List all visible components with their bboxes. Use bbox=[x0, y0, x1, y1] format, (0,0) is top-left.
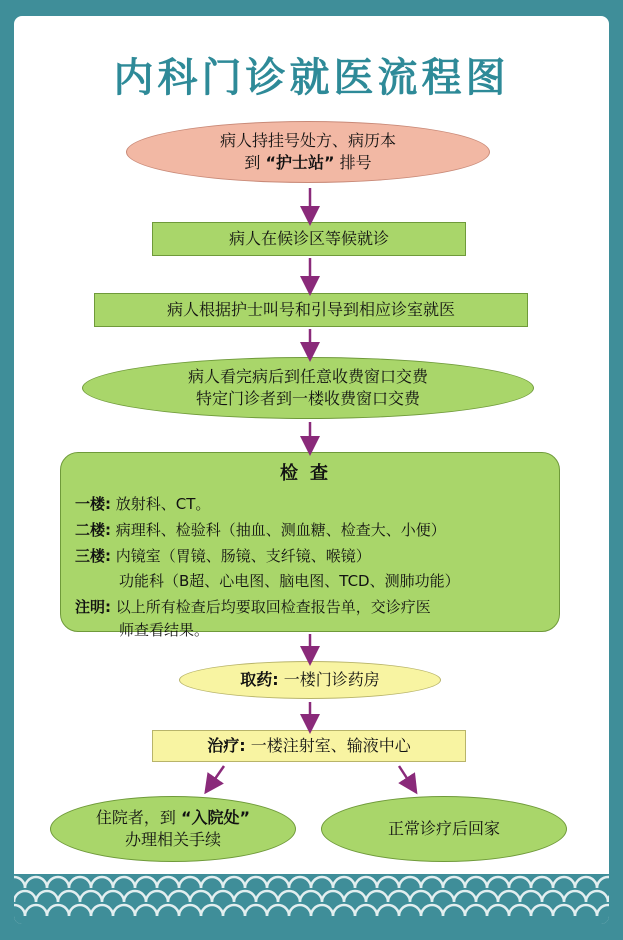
treatment-key: 治疗: bbox=[207, 736, 246, 755]
outcome-hospitalize-pre: 住院者，到 bbox=[95, 808, 176, 827]
exam-floor1-value: 放射科、CT。 bbox=[115, 495, 211, 513]
admission-office-label: “入院处” bbox=[181, 808, 251, 827]
step-consult-text: 病人根据护士叫号和引导到相应诊室就医 bbox=[166, 300, 455, 319]
exam-note-value1: 以上所有检查后均要取回检查报告单，交诊疗医 bbox=[115, 598, 431, 616]
page-title: 内科门诊就医流程图 bbox=[113, 55, 510, 101]
step-register-line1: 病人持挂号处方、病历本 bbox=[219, 131, 396, 150]
arrow-left bbox=[210, 766, 224, 786]
exam-note-key: 注明: bbox=[75, 598, 111, 616]
exam-note-value2: 师查看结果。 bbox=[119, 621, 210, 639]
step-waiting-text: 病人在候诊区等候就诊 bbox=[228, 229, 389, 248]
decorative-wave-border bbox=[14, 874, 609, 924]
exam-floor3-key: 三楼: bbox=[75, 547, 111, 565]
outcome-hospitalize-line2: 办理相关手续 bbox=[124, 830, 221, 849]
exam-heading: 检查 bbox=[280, 463, 340, 484]
outcome-home-text: 正常诊疗后回家 bbox=[387, 819, 500, 838]
arrow-right bbox=[399, 766, 412, 786]
medicine-key: 取药: bbox=[240, 670, 279, 689]
exam-floor2-key: 二楼: bbox=[75, 521, 111, 539]
step-register-post: 排号 bbox=[339, 153, 372, 172]
arrows-layer bbox=[14, 16, 609, 924]
step-payment-line2: 特定门诊者到一楼收费窗口交费 bbox=[195, 389, 420, 408]
exam-floor2-value: 病理科、检验科（抽血、测血糖、检查大、小便） bbox=[115, 521, 446, 539]
treatment-value: 一楼注射室、输液中心 bbox=[250, 736, 411, 755]
step-register-pre: 到 bbox=[244, 153, 261, 172]
exam-floor3-value2: 功能科（B超、心电图、脑电图、TCD、测肺功能） bbox=[119, 572, 460, 590]
exam-floor3-value: 内镜室（胃镜、肠镜、支纤镜、喉镜） bbox=[115, 547, 371, 565]
nurse-station-label: “护士站” bbox=[265, 153, 335, 172]
flowchart-panel bbox=[14, 16, 609, 924]
exam-floor1-key: 一楼: bbox=[75, 495, 111, 513]
medicine-value: 一楼门诊药房 bbox=[283, 670, 380, 689]
step-payment-line1: 病人看完病后到任意收费窗口交费 bbox=[187, 367, 428, 386]
